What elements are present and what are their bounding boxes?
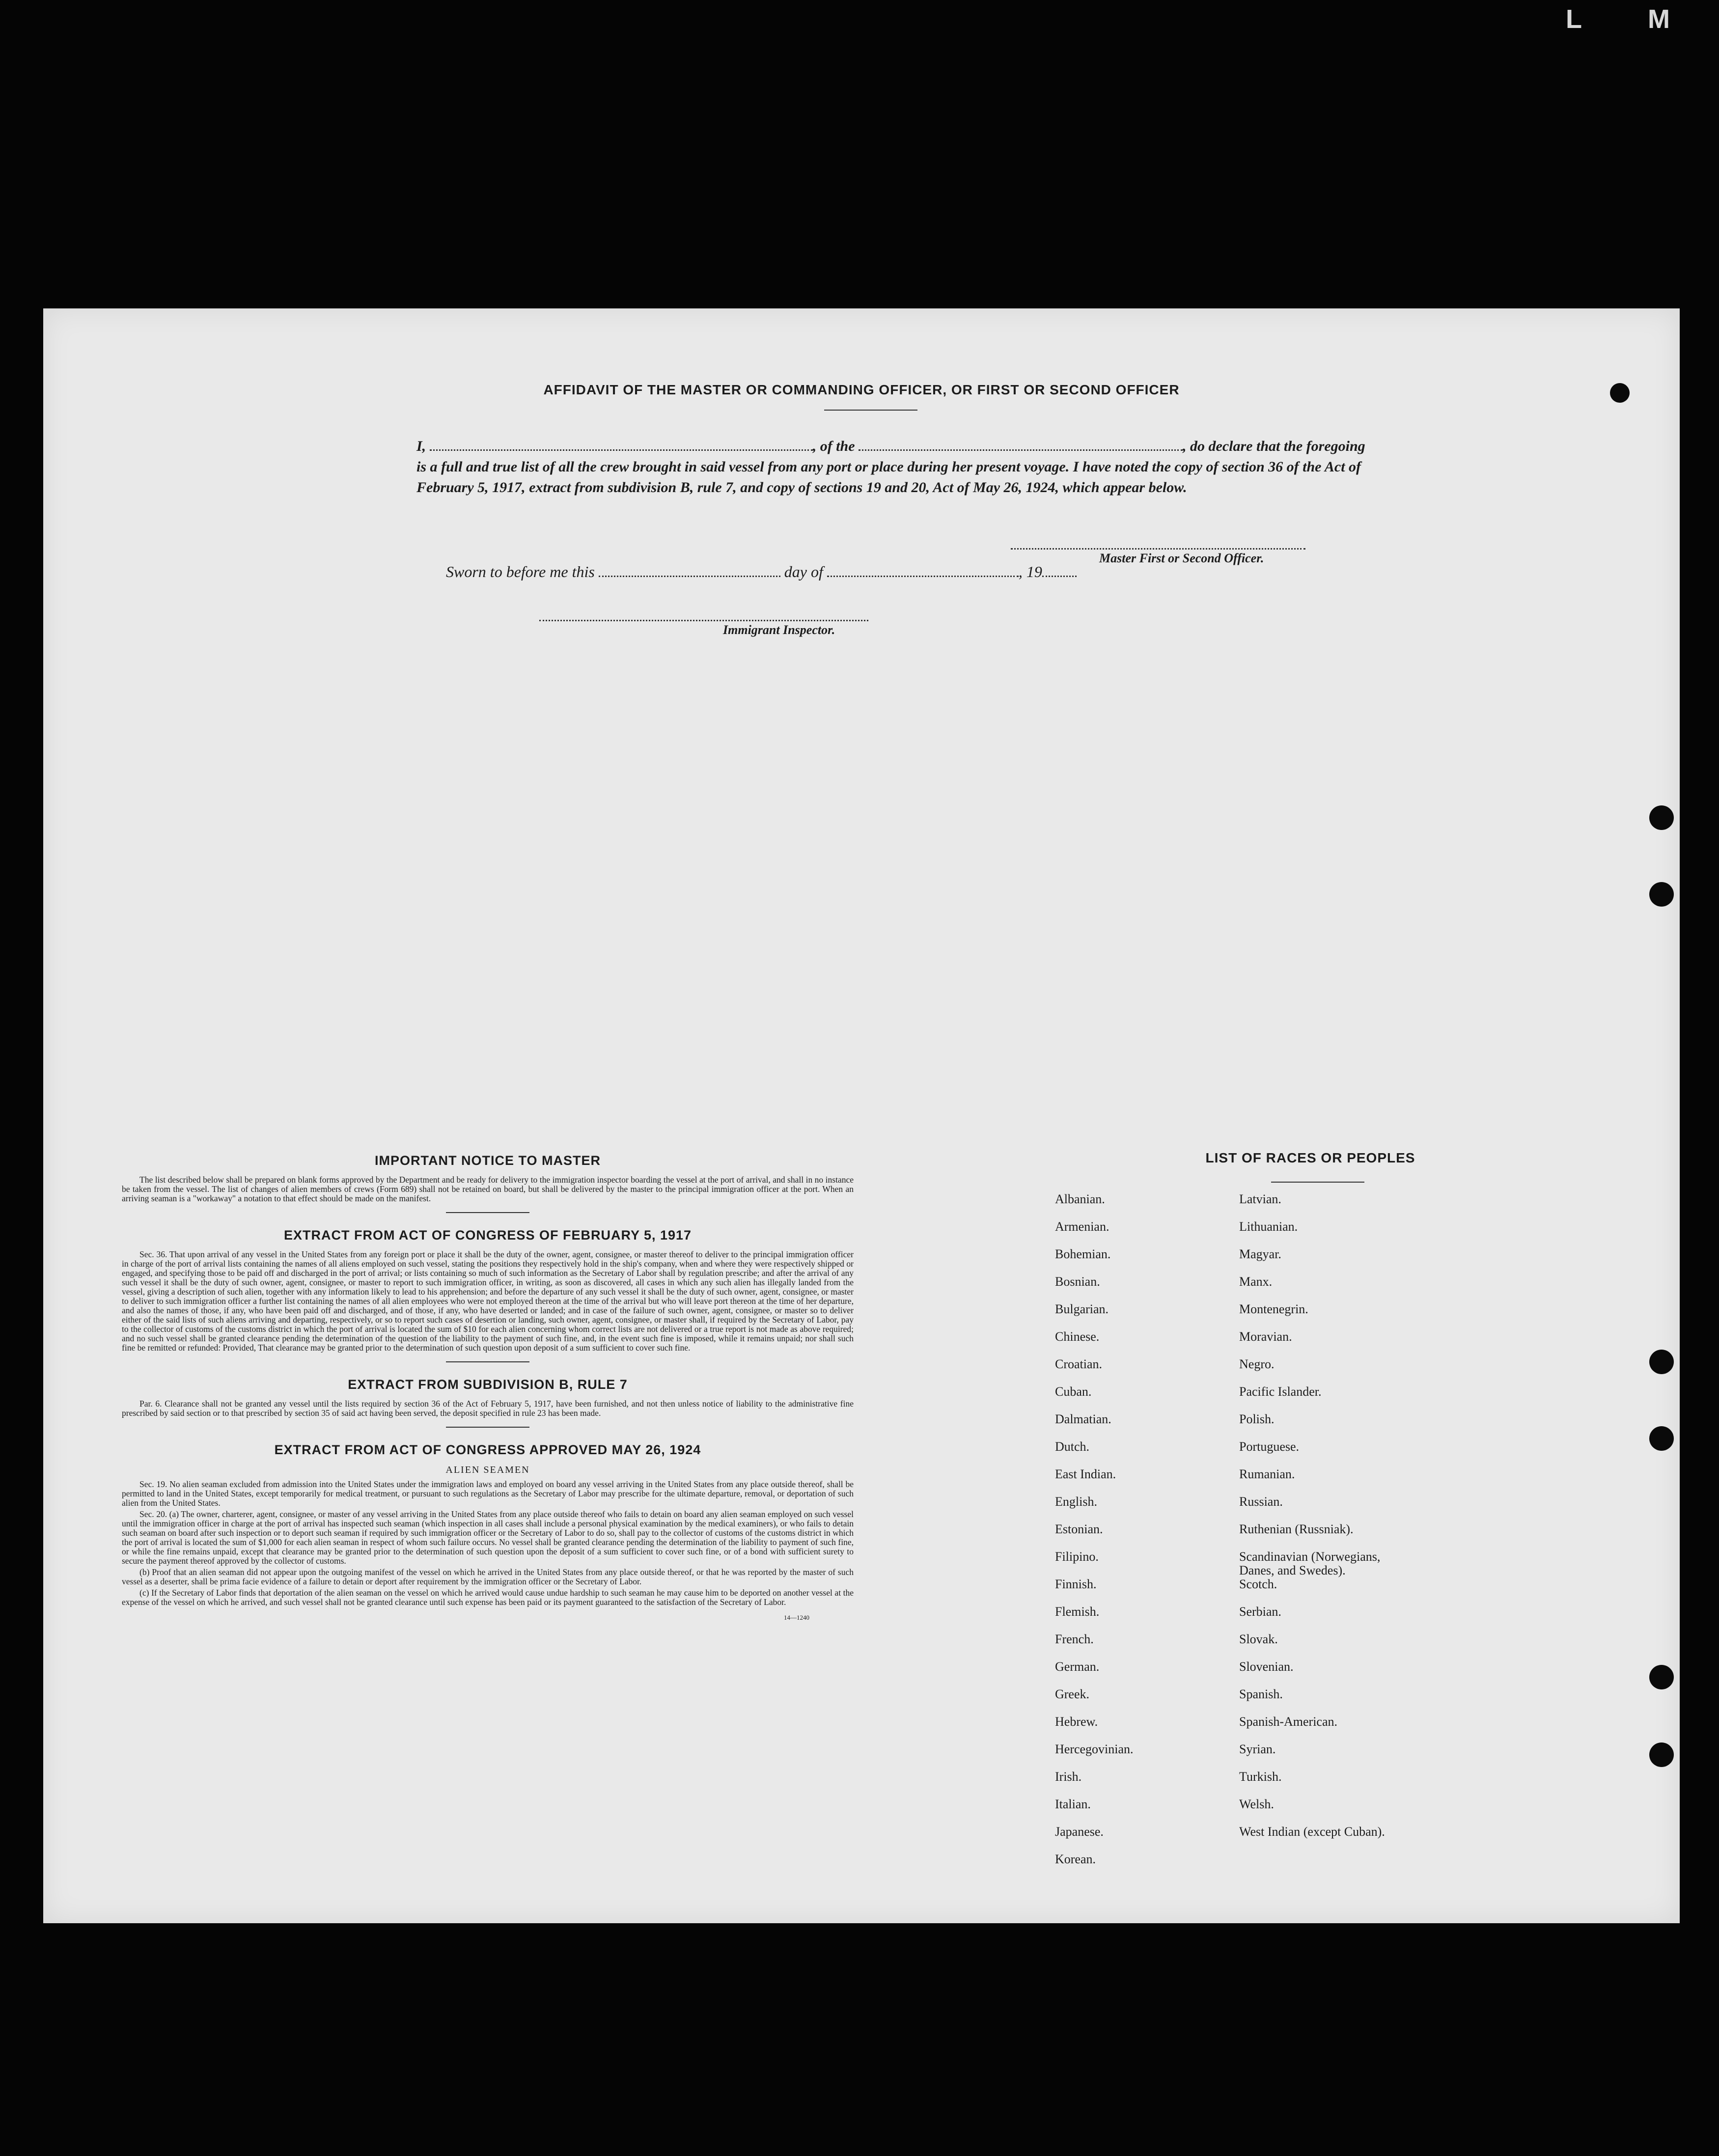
- master-signature-line[interactable]: [1011, 548, 1305, 550]
- section-rule: [446, 1427, 529, 1428]
- races-title: LIST OF RACES OR PEOPLES: [1205, 1150, 1415, 1165]
- race-item: Dutch.: [1055, 1439, 1090, 1454]
- binder-hole: [1649, 882, 1674, 907]
- race-item: Japanese.: [1055, 1824, 1104, 1839]
- race-item: Finnish.: [1055, 1577, 1097, 1591]
- race-item: Negro.: [1239, 1357, 1275, 1371]
- race-item: Slovak.: [1239, 1632, 1278, 1646]
- declaration-start: I,: [416, 438, 426, 454]
- race-item: Scotch.: [1239, 1577, 1277, 1591]
- title-rule: [824, 410, 917, 411]
- race-item: East Indian.: [1055, 1467, 1116, 1481]
- race-item: Filipino.: [1055, 1549, 1099, 1564]
- race-item: Turkish.: [1239, 1769, 1282, 1784]
- affidavit-title: AFFIDAVIT OF THE MASTER OR COMMANDING OFFICER, OR FIRST OR SECOND OFFICER: [543, 382, 1180, 397]
- race-item: Scandinavian (Norwegians, Danes, and Swedes).: [1239, 1549, 1381, 1577]
- race-item: Latvian.: [1239, 1192, 1281, 1206]
- race-item: Spanish-American.: [1239, 1714, 1338, 1729]
- race-item: Cuban.: [1055, 1384, 1092, 1399]
- race-item: Syrian.: [1239, 1742, 1276, 1756]
- name-field[interactable]: [430, 437, 813, 451]
- race-item: Manx.: [1239, 1274, 1273, 1289]
- binder-hole: [1649, 1350, 1674, 1374]
- sworn-label: Sworn to before me this: [446, 563, 595, 580]
- races-left-column: [1055, 1192, 1134, 1880]
- race-item: Armenian.: [1055, 1219, 1109, 1234]
- race-item: Montenegrin.: [1239, 1302, 1308, 1316]
- section-rule: [446, 1361, 529, 1362]
- binder-hole: [1649, 1742, 1674, 1767]
- race-item: Irish.: [1055, 1769, 1082, 1784]
- declaration-text: [416, 436, 1374, 498]
- section-rule: [446, 1212, 529, 1213]
- race-item: Serbian.: [1239, 1604, 1281, 1619]
- race-item: Magyar.: [1239, 1247, 1281, 1261]
- sworn-month-field[interactable]: [827, 563, 1019, 577]
- binder-hole: [1649, 805, 1674, 830]
- race-item: West Indian (except Cuban).: [1239, 1824, 1385, 1839]
- subdivision-b-title: EXTRACT FROM SUBDIVISION B, RULE 7: [348, 1377, 628, 1392]
- race-item: Hebrew.: [1055, 1714, 1098, 1729]
- extract-1924-title: EXTRACT FROM ACT OF CONGRESS APPROVED MAY 26, 1924: [274, 1442, 701, 1457]
- film-frame-marks: L M: [1566, 4, 1699, 34]
- do-declare-label: , do declare: [1183, 438, 1253, 454]
- sworn-day-field[interactable]: [599, 563, 780, 577]
- document-page: [43, 308, 1680, 1923]
- race-item: Flemish.: [1055, 1604, 1100, 1619]
- race-item: Italian.: [1055, 1797, 1091, 1811]
- race-item: Greek.: [1055, 1687, 1090, 1701]
- race-item: Bulgarian.: [1055, 1302, 1109, 1316]
- race-item: Estonian.: [1055, 1522, 1103, 1536]
- of-the-label: , of the: [812, 438, 855, 454]
- binder-hole: [1649, 1665, 1674, 1689]
- race-item: Dalmatian.: [1055, 1412, 1111, 1426]
- race-item: Croatian.: [1055, 1357, 1103, 1371]
- vessel-field[interactable]: [859, 437, 1183, 451]
- race-item: Russian.: [1239, 1494, 1283, 1509]
- race-item: Portuguese.: [1239, 1439, 1300, 1454]
- sworn-year-field[interactable]: [1042, 563, 1077, 577]
- sec-20b-text: (b) Proof that an alien seaman did not appear upon the outgoing manifest of the vessel on which he arrived in the United States from any place outside thereof, or that he was reported by the master of such vessel as a deserter, shall be prima facie evidence of a failure to detain or deport after requirement by the immigration officer or the Secretary of Labor.: [122, 1567, 854, 1586]
- race-item: Spanish.: [1239, 1687, 1283, 1701]
- race-item: Chinese.: [1055, 1329, 1100, 1344]
- sec-20a-text: Sec. 20. (a) The owner, charterer, agent, consignee, or master of any vessel arriving in the United States from any place outside thereof who fails to detain on board any alien seaman employed on such vessel until the immigration officer in charge at the port of arrival has inspected such seaman (which inspection in all cases shall include a personal physical examination by the medical examiners), or who fails to detain such seaman on board after such inspection or to deport such seaman if required by such immigration officer or the Secretary of Labor to do so, shall pay to the collector of customs of the customs district in which the port of arrival is located the sum of $1,000 for each alien seaman in respect of whom such failure occurs. No vessel shall be granted clearance pending the determination of the liability to payment of such fine, or while the fine remains unpaid, except that clearance may be granted prior to the determination of such question upon the deposit of a sum sufficient to cover such fine, or of a bond with sufficient surety to secure the payment thereof approved by the collector of customs.: [122, 1509, 854, 1566]
- race-item: Moravian.: [1239, 1329, 1292, 1344]
- race-item: Slovenian.: [1239, 1659, 1294, 1674]
- race-item: Pacific Islander.: [1239, 1384, 1322, 1399]
- extract-1917-title: EXTRACT FROM ACT OF CONGRESS OF FEBRUARY 5, 1917: [283, 1228, 692, 1243]
- race-item: English.: [1055, 1494, 1097, 1509]
- race-item: Hercegovinian.: [1055, 1742, 1134, 1756]
- sec-20c-text: (c) If the Secretary of Labor finds that deportation of the alien seaman on the vessel on which he arrived would cause undue hardship to such seaman he may cause him to be deported on another vessel at the expense of the vessel on which he arrived, and such vessel shall not be granted clearance until such expense has been paid or its payment guaranteed to the satisfaction of the Secretary of Labor.: [122, 1588, 854, 1607]
- race-item: Korean.: [1055, 1852, 1096, 1866]
- notice-text: The list described below shall be prepared on blank forms approved by the Department and be ready for delivery to the immigration inspector boarding the vessel at the port of arrival, and shall in no instance be taken from the vessel. The list of changes of alien members of crews (Form 689) shall not be retained on board, but shall be delivered by the master to the principal immigration officer at the port. When an arriving seaman is a "workaway" a notation to that effect should be made on the manifest.: [122, 1175, 854, 1203]
- race-item: Ruthenian (Russniak).: [1239, 1522, 1354, 1536]
- race-item: Welsh.: [1239, 1797, 1274, 1811]
- declaration-body: that the foregoing is a full and true list of all the crew brought in said vessel from any port or place during her present voyage. I have noted the copy of section 36 of the Act of February 5, 1917, extract from subdivision B, rule 7, and copy of sections 19 and 20, Act of May 26, 1924, which appear below.: [416, 438, 1365, 496]
- binder-hole: [1649, 1426, 1674, 1451]
- year-label: , 19: [1018, 563, 1042, 580]
- race-item: Albanian.: [1055, 1192, 1105, 1206]
- race-item: German.: [1055, 1659, 1100, 1674]
- race-item: French.: [1055, 1632, 1094, 1646]
- day-of-label: day of: [784, 563, 823, 580]
- sec-19-text: Sec. 19. No alien seaman excluded from admission into the United States under the immigration laws and employed on board any vessel arriving in the United States from any place outside thereof, shall be permitted to land in the United States, except temporarily for medical treatment, or pursuant to such regulations as the Secretary of Labor may prescribe for the ultimate departure, removal, or deportation of such alien from the United States.: [122, 1479, 854, 1508]
- master-signature-label: Master First or Second Officer.: [1099, 551, 1264, 565]
- races-right-column: [1239, 1192, 1385, 1852]
- race-item: Polish.: [1239, 1412, 1275, 1426]
- notice-title: IMPORTANT NOTICE TO MASTER: [375, 1153, 601, 1168]
- inspector-signature-line[interactable]: [539, 620, 868, 621]
- form-number: 14—1240: [784, 1614, 809, 1621]
- legal-notices-column: [122, 1153, 854, 1622]
- race-item: Bohemian.: [1055, 1247, 1111, 1261]
- race-item: Lithuanian.: [1239, 1219, 1298, 1234]
- race-item: Rumanian.: [1239, 1467, 1295, 1481]
- races-title-rule: [1271, 1182, 1364, 1183]
- alien-seamen-subtitle: ALIEN SEAMEN: [445, 1465, 530, 1475]
- extract-1917-text: Sec. 36. That upon arrival of any vessel in the United States from any foreign port or place it shall be the duty of the owner, agent, consignee, or master thereof to deliver to the principal immigration officer in charge of the port of arrival lists containing the names of all aliens employed on such vessel, stating the positions they respectively hold in the ship's company, when and where they were respectively shipped or engaged, and specifying those to be paid off and discharged in the port of arrival; or lists containing so much of such information as the Secretary of Labor shall by regulation prescribe; and after the arrival of any such vessel it shall be the duty of such owner, agent, consignee, or master to report to such immigration officer, in writing, as soon as discovered, all cases in which any such alien has illegally landed from the vessel, giving a description of such alien, together with any information likely to lead to his apprehension; and before the departure of any such vessel it shall be the duty of such owner, agent, consignee, or master to deliver to such immigration officer a further list containing the names of all alien employees who were not employed thereon at the time of the arrival but who will leave port thereon at the time of her departure, and also the names of those, if any, who have been paid off and discharged, and of those, if any, who have deserted or landed; and in case of the failure of such owner, agent, consignee, or master so to deliver either of the said lists of such aliens arriving and departing, respectively, or so to report such cases of desertion or landing, such owner, agent, consignee, or master shall, if required by the Secretary of Labor, pay to the collector of customs of the customs district in which the port of arrival is located the sum of $10 for each alien concerning whom correct lists are not delivered or a true report is not made as above required; and no such vessel shall be granted clearance pending the determination of the question of the liability to the payment of such fine, and, in the event such fine is imposed, while it remains unpaid; nor shall such fine be remitted or refunded: Provided, That clearance may be granted prior to the determination of such question upon deposit of a sum sufficient to cover such fine.: [122, 1249, 854, 1353]
- inspector-signature-label: Immigrant Inspector.: [723, 623, 835, 637]
- sworn-statement: [446, 563, 1077, 581]
- race-item: Bosnian.: [1055, 1274, 1100, 1289]
- subdivision-b-text: Par. 6. Clearance shall not be granted any vessel until the lists required by section 36 of the Act of February 5, 1917, have been furnished, and not then unless notice of liability to the administrative fine prescribed by said section or to that prescribed by section 35 of said act having been served, the deposit specified in rule 23 has been made.: [122, 1399, 854, 1418]
